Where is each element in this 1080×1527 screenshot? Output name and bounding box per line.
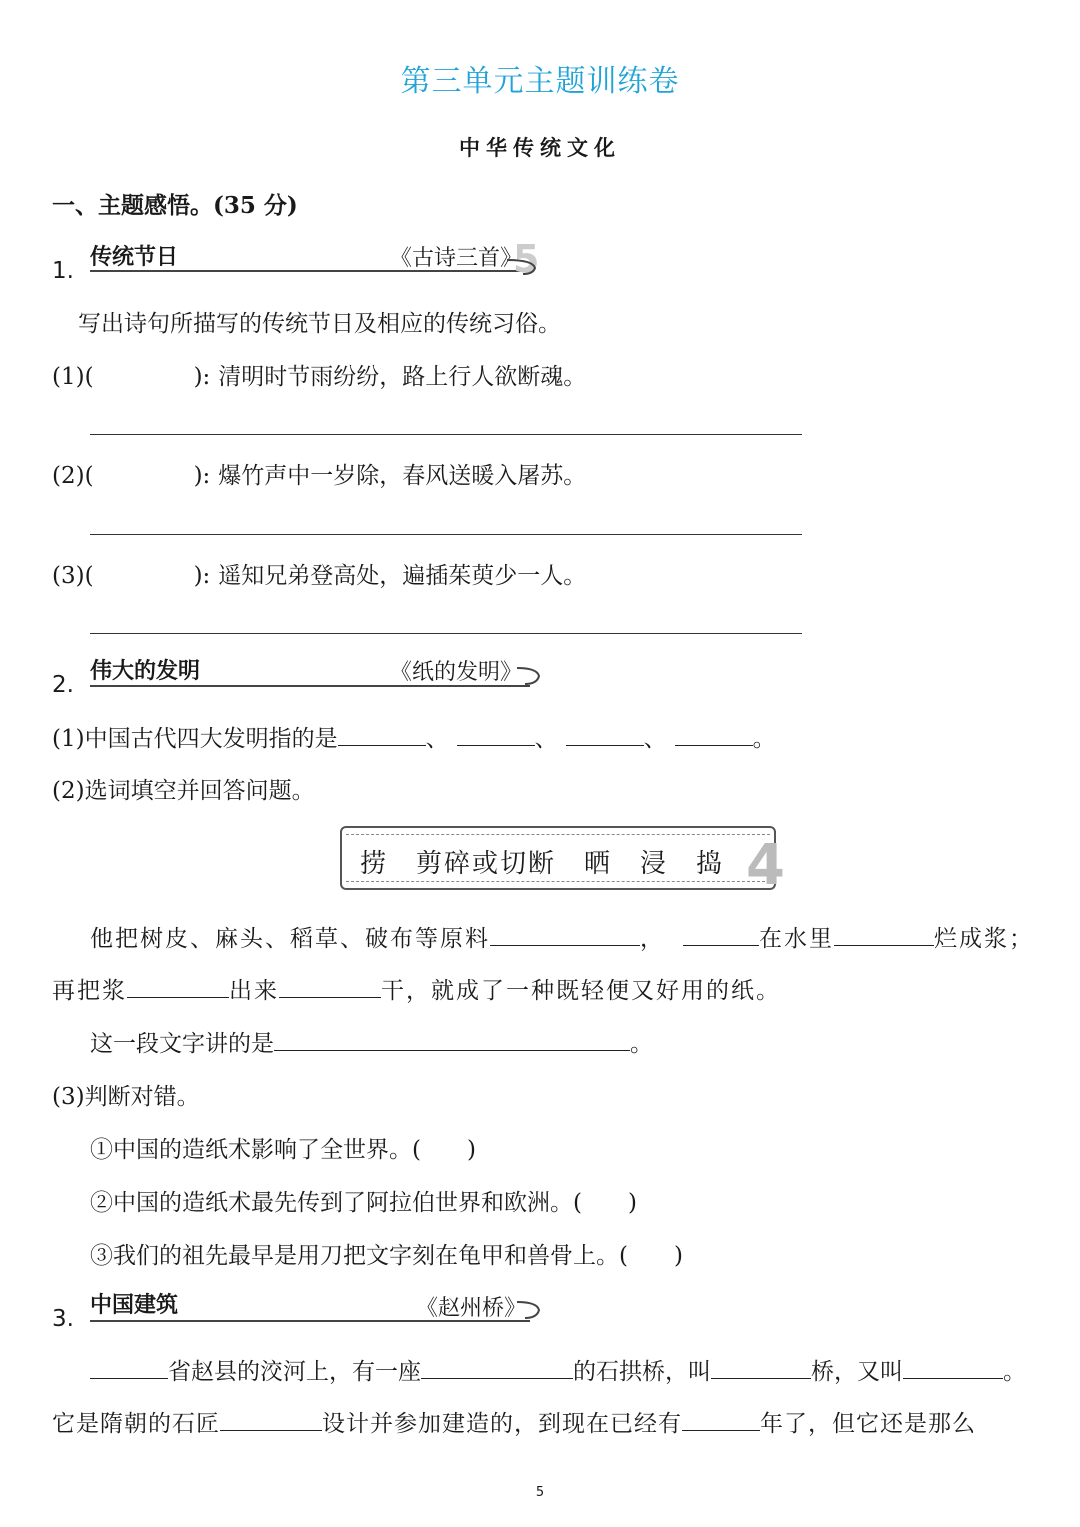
svg-text:4: 4 xyxy=(746,833,785,890)
q2-header-line xyxy=(90,685,530,687)
q1-answer-line-3[interactable] xyxy=(90,633,802,634)
q2-fill-blank-1[interactable] xyxy=(490,923,640,946)
page-number: 5 xyxy=(535,1485,545,1500)
q2-part-1 xyxy=(52,720,776,753)
q3-l1a: 省赵县的洨河上，有一座 xyxy=(168,1359,421,1385)
q2-number: 2. xyxy=(52,672,74,698)
q1-item-2-text: 爆竹声中一岁除，春风送暖入屠苏。 xyxy=(218,463,587,489)
q2-sep-1: 、 xyxy=(425,726,449,752)
q2-blank-2[interactable] xyxy=(457,723,535,746)
q3-l1c: 桥，又叫 xyxy=(811,1359,903,1385)
q2-blank-4[interactable] xyxy=(675,723,753,746)
q2-fill-blank-3[interactable] xyxy=(834,923,934,946)
q2-summary-blank[interactable] xyxy=(274,1028,630,1051)
q3-blank-5[interactable] xyxy=(220,1408,322,1431)
word-bank-page-mark xyxy=(740,830,785,890)
q2-s1a: 他把树皮、麻头、稻草、破布等原料 xyxy=(90,926,490,952)
q2-s2c: 干，就成了一种既轻便又好用的纸。 xyxy=(381,978,781,1004)
q3-swirl-icon xyxy=(515,1294,545,1324)
q1-item-3-label: (3)( xyxy=(52,563,94,589)
q2-judge-1[interactable]: ①中国的造纸术影响了全世界。( ) xyxy=(90,1137,476,1163)
q2-swirl-icon xyxy=(515,660,545,690)
q2-judge-3[interactable]: ③我们的祖先最早是用刀把文字刻在龟甲和兽骨上。( ) xyxy=(90,1243,683,1269)
q3-blank-2[interactable] xyxy=(421,1356,573,1379)
q1-item-2-close: ): xyxy=(193,463,211,489)
q2-s3b: 。 xyxy=(630,1031,653,1057)
q2-fill-sentence-1 xyxy=(90,920,1034,953)
q1-item-1-text: 清明时节雨纷纷，路上行人欲断魂。 xyxy=(218,364,587,390)
q2-part-2: (2)选词填空并回答问题。 xyxy=(52,778,315,804)
q2-blank-3[interactable] xyxy=(566,723,644,746)
q3-line-1 xyxy=(90,1353,1026,1386)
q1-item-2-label: (2)( xyxy=(52,463,94,489)
q2-s1c: 在水里 xyxy=(759,926,834,952)
q2-fill-sentence-2 xyxy=(52,972,781,1005)
q1-item-1 xyxy=(52,358,586,391)
q1-item-2 xyxy=(52,457,586,490)
q1-item-1-close: ): xyxy=(193,364,211,390)
q1-header-line xyxy=(90,270,530,272)
q3-l1b: 的石拱桥，叫 xyxy=(573,1359,711,1385)
q1-item-3-text: 遥知兄弟登高处，遍插茱萸少一人。 xyxy=(218,563,587,589)
q3-l2a: 它是隋朝的石匠 xyxy=(52,1411,220,1437)
q1-topic: 传统节日 xyxy=(90,245,179,270)
svg-text:5: 5 xyxy=(513,238,540,278)
q1-page-number-mark xyxy=(505,238,545,278)
q2-sep-2: 、 xyxy=(534,726,558,752)
word-bank: 捞 剪碎或切断 晒 浸 捣 xyxy=(360,849,725,879)
q3-blank-6[interactable] xyxy=(682,1408,760,1431)
q3-blank-4[interactable] xyxy=(903,1356,1003,1379)
q2-end: 。 xyxy=(752,726,776,752)
q3-blank-3[interactable] xyxy=(711,1356,811,1379)
q2-blank-1[interactable] xyxy=(338,723,426,746)
q2-topic: 伟大的发明 xyxy=(90,659,201,684)
q2-s1d: 烂成浆； xyxy=(934,926,1034,952)
q3-header-line xyxy=(90,1320,530,1322)
q1-answer-line-2[interactable] xyxy=(90,534,802,535)
q2-summary xyxy=(90,1025,653,1058)
q2-lesson: 《纸的发明》 xyxy=(390,660,523,685)
q3-l2c: 年了，但它还是那么 xyxy=(760,1411,976,1437)
q1-item-3-close: ): xyxy=(193,563,211,589)
q3-l1d: 。 xyxy=(1003,1359,1026,1385)
section-heading: 一、主题感悟。(35 分) xyxy=(52,192,298,219)
q1-answer-line-1[interactable] xyxy=(90,434,802,435)
q3-lesson: 《赵州桥》 xyxy=(416,1296,527,1321)
q3-line-2 xyxy=(52,1405,976,1438)
q2-part-3: (3)判断对错。 xyxy=(52,1084,200,1110)
q2-part-1-text: (1)中国古代四大发明指的是 xyxy=(52,726,338,752)
q1-number: 1. xyxy=(52,258,74,284)
q2-s2a: 再把浆 xyxy=(52,978,127,1004)
q1-instruction: 写出诗句所描写的传统节日及相应的传统习俗。 xyxy=(78,311,561,337)
page-title: 第三单元主题训练卷 xyxy=(400,64,680,99)
q1-item-3 xyxy=(52,557,586,590)
q2-sep-3: 、 xyxy=(643,726,667,752)
q3-l2b: 设计并参加建造的，到现在已经有 xyxy=(322,1411,682,1437)
q2-fill-blank-2[interactable] xyxy=(683,923,759,946)
q2-fill-blank-5[interactable] xyxy=(279,975,381,998)
q2-s1b: ， xyxy=(640,926,665,952)
q2-s2b: 出来 xyxy=(229,978,279,1004)
q1-lesson: 《古诗三首》 xyxy=(390,246,523,271)
q1-item-1-label: (1)( xyxy=(52,364,94,390)
q3-topic: 中国建筑 xyxy=(90,1293,179,1318)
page-subtitle: 中华传统文化 xyxy=(459,135,621,160)
q2-fill-blank-4[interactable] xyxy=(127,975,229,998)
q2-judge-2[interactable]: ②中国的造纸术最先传到了阿拉伯世界和欧洲。( ) xyxy=(90,1190,637,1216)
q2-s3a: 这一段文字讲的是 xyxy=(90,1031,274,1057)
q3-number: 3. xyxy=(52,1306,74,1332)
q3-blank-1[interactable] xyxy=(90,1356,168,1379)
